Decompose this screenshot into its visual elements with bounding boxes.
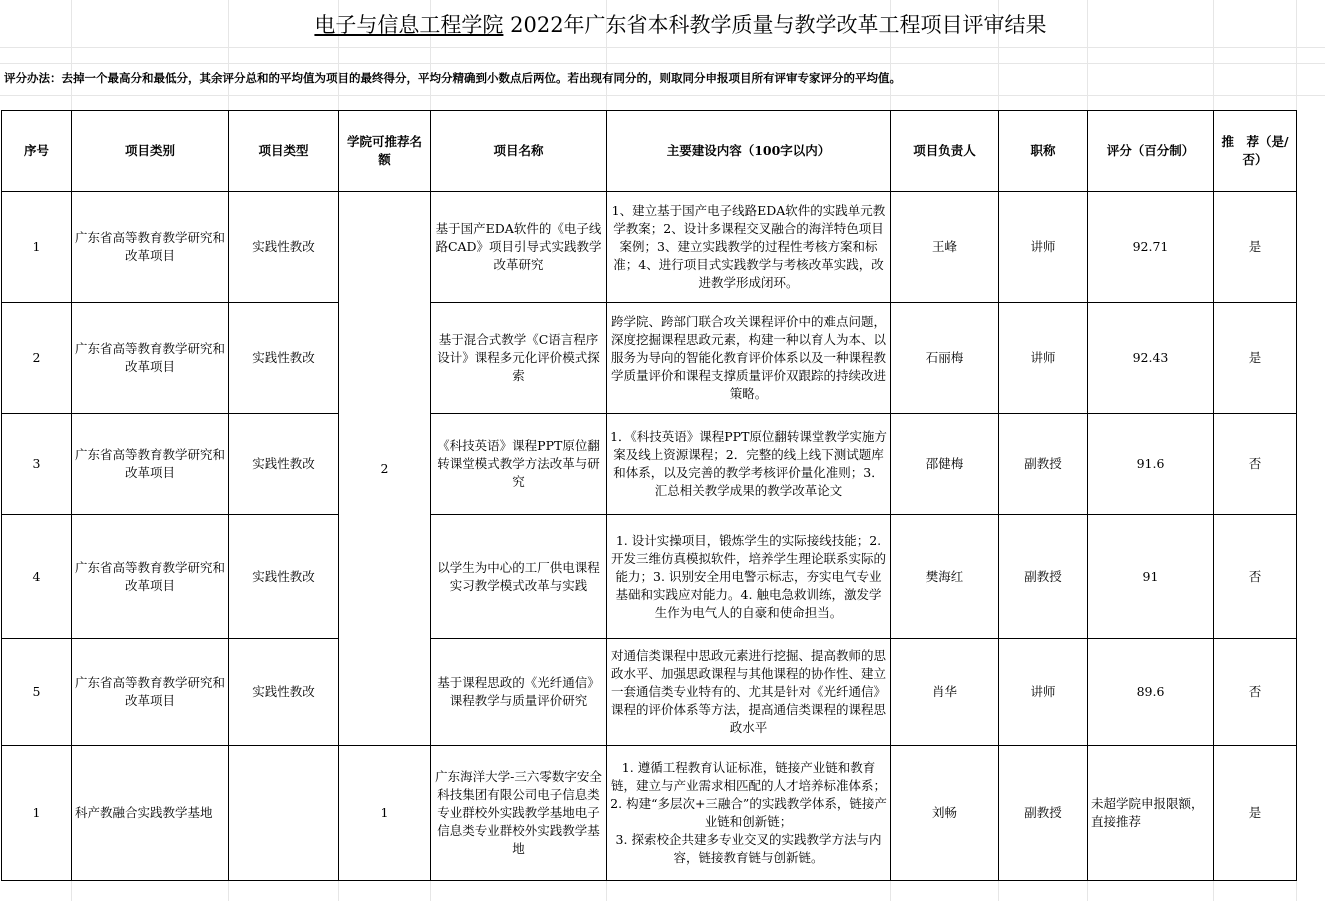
cell-type: 实践性教改 [229,639,339,746]
page-title [0,8,1325,42]
cell-recommend: 是 [1214,192,1297,303]
table-row [2,515,1297,639]
scoring-note: 评分办法：去掉一个最高分和最低分，其余评分总和的平均值为项目的最终得分，平均分精确到小数点后两位。若出现有同分的，则取同分申报项目所有评审专家评分的平均值。 [4,71,901,85]
header-project-name: 项目名称 [431,111,607,192]
cell-score: 91.6 [1088,414,1214,515]
cell-recommend: 是 [1214,303,1297,414]
cell-content: 1. 设计实操项目，锻炼学生的实际接线技能；2. 开发三维仿真模拟软件，培养学生理论联系实际的能力；3. 识别安全用电警示标志，夯实电气专业基础和实践应对能力。4. 触电急救训练，激发学生作为电气人的自豪和使命担当。 [607,515,891,639]
cell-content [607,746,891,881]
cell-recommend: 否 [1214,639,1297,746]
content-line: 3. 探索校企共建多专业交叉的实践教学方法与内容，链接教育链与创新链。 [615,832,882,865]
cell-title: 副教授 [999,515,1088,639]
header-type: 项目类型 [229,111,339,192]
content-line: 2. 构建“多层次+三融合”的实践教学体系，链接产业链和创新链； [610,796,887,829]
cell-recommend: 否 [1214,515,1297,639]
header-score: 评分（百分制） [1088,111,1214,192]
grid-line [0,95,1325,96]
cell-score: 92.71 [1088,192,1214,303]
cell-leader: 邵健梅 [891,414,999,515]
cell-leader: 王峰 [891,192,999,303]
cell-score: 89.6 [1088,639,1214,746]
results-table [1,110,1297,881]
cell-category: 广东省高等教育教学研究和改革项目 [72,303,229,414]
header-quota: 学院可推荐名额 [339,111,431,192]
cell-project-name: 基于课程思政的《光纤通信》课程教学与质量评价研究 [431,639,607,746]
cell-leader: 刘畅 [891,746,999,881]
table-row [2,746,1297,881]
header-title: 职称 [999,111,1088,192]
cell-score: 92.43 [1088,303,1214,414]
cell-type: 实践性教改 [229,192,339,303]
cell-score: 未超学院申报限额，直接推荐 [1088,746,1214,881]
cell-category: 广东省高等教育教学研究和改革项目 [72,414,229,515]
cell-category: 广东省高等教育教学研究和改革项目 [72,639,229,746]
cell-project-name: 基于混合式教学《C语言程序设计》课程多元化评价模式探索 [431,303,607,414]
cell-no: 1 [2,192,72,303]
cell-category: 科产教融合实践教学基地 [72,746,229,881]
cell-project-name: 基于国产EDA软件的《电子线路CAD》项目引导式实践教学改革研究 [431,192,607,303]
cell-title: 副教授 [999,746,1088,881]
cell-category: 广东省高等教育教学研究和改革项目 [72,192,229,303]
cell-no: 5 [2,639,72,746]
header-recommend: 推 荐（是/否） [1214,111,1297,192]
cell-score: 91 [1088,515,1214,639]
grid-line [0,63,1325,64]
cell-recommend: 是 [1214,746,1297,881]
cell-title: 讲师 [999,192,1088,303]
cell-project-name: 广东海洋大学-三六零数字安全科技集团有限公司电子信息类专业群校外实践教学基地电子信息类专业群校外实践教学基地 [431,746,607,881]
header-no: 序号 [2,111,72,192]
header-row [2,111,1297,192]
header-leader: 项目负责人 [891,111,999,192]
cell-type: 实践性教改 [229,414,339,515]
title-college: 电子与信息工程学院 [314,13,504,37]
cell-leader: 肖华 [891,639,999,746]
cell-content: 1、建立基于国产电子线路EDA软件的实践单元教学教案；2、设计多课程交叉融合的海洋特色项目案例；3、建立实践教学的过程性考核方案和标准；4、进行项目式实践教学与考核改革实践，改进教学形成闭环。 [607,192,891,303]
title-rest: 2022年广东省本科教学质量与教学改革工程项目评审结果 [510,13,1047,37]
cell-no: 3 [2,414,72,515]
cell-leader: 樊海红 [891,515,999,639]
cell-content: 跨学院、跨部门联合攻关课程评价中的难点问题，深度挖掘课程思政元素，构建一种以育人为本、以服务为导向的智能化教育评价体系以及一种课程教学质量评价和课程支撑质量评价双跟踪的持续改进策略。 [607,303,891,414]
cell-title: 讲师 [999,303,1088,414]
cell-no: 4 [2,515,72,639]
cell-title: 副教授 [999,414,1088,515]
cell-quota: 2 [339,192,431,746]
cell-type [229,746,339,881]
cell-no: 2 [2,303,72,414]
cell-content: 对通信类课程中思政元素进行挖掘、提高教师的思政水平、加强思政课程与其他课程的协作性、建立一套通信类专业特有的、尤其是针对《光纤通信》课程的评价体系等方法，提高通信类课程的课程思政水平 [607,639,891,746]
cell-type: 实践性教改 [229,515,339,639]
cell-type: 实践性教改 [229,303,339,414]
cell-project-name: 《科技英语》课程PPT原位翻转课堂模式教学方法改革与研究 [431,414,607,515]
cell-leader: 石丽梅 [891,303,999,414]
cell-content: 1．《科技英语》课程PPT原位翻转课堂教学实施方案及线上资源课程；2．完整的线上线下测试题库和体系，以及完善的教学考核评价量化准则；3．汇总相关教学成果的教学改革论文 [607,414,891,515]
table-row [2,414,1297,515]
cell-category: 广东省高等教育教学研究和改革项目 [72,515,229,639]
table-row [2,192,1297,303]
cell-quota: 1 [339,746,431,881]
header-content: 主要建设内容（100字以内） [607,111,891,192]
header-category: 项目类别 [72,111,229,192]
cell-recommend: 否 [1214,414,1297,515]
cell-no: 1 [2,746,72,881]
content-line: 1. 遵循工程教育认证标准，链接产业链和教育链，建立与产业需求相匹配的人才培养标准体系； [610,760,886,793]
table-row [2,639,1297,746]
grid-line [0,47,1325,48]
cell-project-name: 以学生为中心的工厂供电课程实习教学模式改革与实践 [431,515,607,639]
cell-title: 讲师 [999,639,1088,746]
table-row [2,303,1297,414]
